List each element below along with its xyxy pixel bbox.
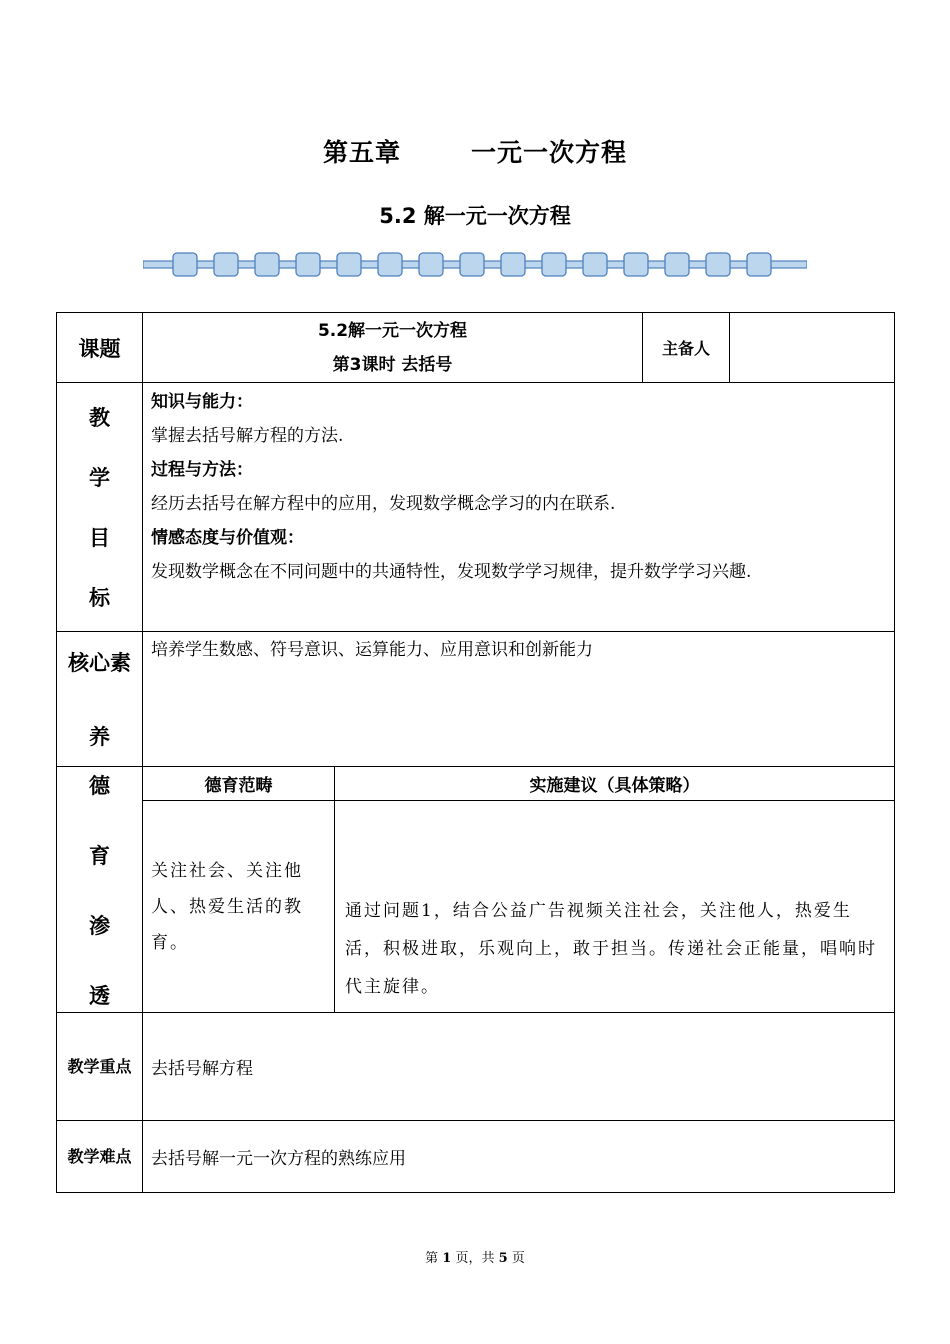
attitude-heading: 情感态度与价值观： (151, 528, 304, 548)
chain-link (542, 253, 566, 276)
goals-label-char: 目 (89, 526, 110, 550)
footer-suffix: 页 (511, 1251, 525, 1266)
goals-content (143, 383, 895, 632)
chapter-name: 一元一次方程 (471, 138, 628, 167)
chain-link (706, 253, 730, 276)
core-label-cell (57, 632, 143, 767)
topic-line-1: 5.2解一元一次方程 (317, 320, 468, 341)
moral-label-cell (57, 767, 143, 1013)
chain-link (460, 253, 484, 276)
footer-page-number: 1 (442, 1251, 452, 1266)
footer-middle: 页，共 (455, 1251, 495, 1266)
section-title: 5.2 解一元一次方程 (379, 204, 571, 228)
moral-category-cell (143, 801, 335, 1013)
goals-label-cell (57, 383, 143, 632)
chain-link (665, 253, 689, 276)
moral-label-char: 渗 (89, 913, 110, 938)
attitude-text: 发现数学概念在不同问题中的共通特性，发现数学学习规律，提升数学学习兴趣. (151, 562, 752, 582)
chain-link (378, 253, 402, 276)
key-point-content (143, 1013, 895, 1121)
chain-link (624, 253, 648, 276)
core-label-line: 核心素 (68, 651, 131, 675)
core-content (143, 632, 895, 767)
chain-link (296, 253, 320, 276)
chapter-number: 第五章 (322, 138, 401, 167)
topic-line-2: 第3课时 去括号 (332, 354, 453, 375)
chapter-title (0, 133, 950, 169)
chain-link (214, 253, 238, 276)
goals-label-char: 学 (89, 466, 110, 490)
process-heading: 过程与方法： (151, 460, 253, 480)
difficulty-label: 教学难点 (57, 1121, 143, 1193)
moral-category-text: 关注社会、关注他人、热爱生活的教育。 (151, 860, 303, 953)
difficulty-content (143, 1121, 895, 1193)
chain-link (173, 253, 197, 276)
preparer-value (730, 313, 895, 383)
goals-label-char: 教 (89, 406, 110, 430)
core-text: 培养学生数感、符号意识、运算能力、应用意识和创新能力 (151, 640, 593, 660)
moral-category-header: 德育范畴 (143, 767, 335, 801)
topic-cell (143, 313, 643, 383)
key-point-text: 去括号解方程 (151, 1059, 253, 1079)
moral-label-char: 透 (89, 983, 110, 1008)
difficulty-text: 去括号解一元一次方程的熟练应用 (151, 1149, 406, 1169)
topic-label: 课题 (57, 313, 143, 383)
footer-total-pages: 5 (498, 1251, 508, 1266)
moral-strategy-cell (335, 801, 895, 1013)
preparer-label: 主备人 (643, 313, 730, 383)
chain-link (255, 253, 279, 276)
knowledge-text: 掌握去括号解方程的方法. (151, 426, 344, 446)
chain-link (501, 253, 525, 276)
chain-link (747, 253, 771, 276)
chain-link (337, 253, 361, 276)
moral-strategy-header: 实施建议（具体策略） (335, 767, 895, 801)
decorative-chain-divider (143, 252, 807, 278)
footer-prefix: 第 (425, 1251, 439, 1266)
page-footer (0, 1247, 950, 1266)
process-text: 经历去括号在解方程中的应用，发现数学概念学习的内在联系. (151, 494, 616, 514)
moral-strategy-text: 通过问题1，结合公益广告视频关注社会，关注他人，热爱生活，积极进取，乐观向上，敢于担当。传递社会正能量，唱响时代主旋律。 (345, 901, 877, 997)
core-label-line: 养 (89, 725, 110, 749)
lesson-plan-table (56, 312, 895, 1193)
goals-label-char: 标 (89, 586, 110, 610)
chain-link (583, 253, 607, 276)
chain-link (419, 253, 443, 276)
knowledge-heading: 知识与能力： (151, 392, 253, 412)
moral-label-char: 德 (89, 773, 110, 798)
moral-label-char: 育 (89, 843, 110, 868)
key-point-label: 教学重点 (57, 1013, 143, 1121)
